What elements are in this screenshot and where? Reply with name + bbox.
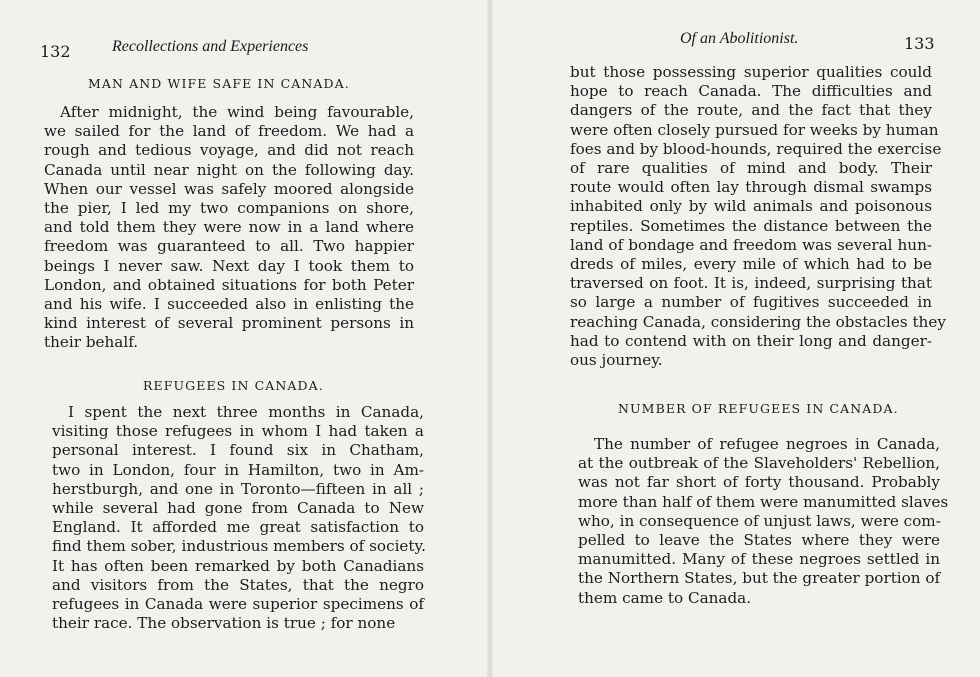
- text-line: but those possessing superior qualities could: [570, 63, 932, 81]
- text-line: refugees in Canada were superior specimens of: [52, 595, 424, 614]
- text-line: Canada until near night on the following day.: [44, 160, 414, 179]
- text-line: visiting those refugees in whom I had taken a: [52, 422, 424, 441]
- text-line: ous journey.: [570, 351, 663, 370]
- text-line: After midnight, the wind being favourable,: [60, 103, 414, 121]
- text-line: had to contend with on their long and danger-: [570, 331, 932, 350]
- text-line: manumitted. Many of these negroes settled in: [578, 550, 940, 569]
- text-line: freedom was guaranteed to all. Two happier: [44, 237, 414, 256]
- text-line: we sailed for the land of freedom. We had a: [44, 122, 414, 141]
- text-line: of rare qualities of mind and body. Their: [570, 159, 932, 178]
- text-line: reaching Canada, considering the obstacles they: [570, 312, 946, 331]
- text-line: the Northern States, but the greater portion of: [578, 569, 941, 588]
- text-line: find them sober, industrious members of society.: [52, 537, 426, 556]
- text-line: personal interest. I found six in Chatham,: [52, 441, 424, 460]
- text-line: so large a number of fugitives succeeded in: [570, 293, 932, 312]
- page-number: 132: [40, 42, 71, 61]
- running-title: Of an Abolitionist.: [680, 30, 799, 47]
- text-line: land of bondage and freedom was several hun-: [570, 235, 932, 254]
- text-line: kind interest of several prominent persons in: [44, 314, 414, 333]
- text-line: foes and by blood-hounds, required the exercise: [570, 139, 942, 158]
- text-line: them came to Canada.: [578, 588, 752, 607]
- paragraph: [578, 435, 949, 608]
- text-line: their race. The observation is true ; for none: [52, 614, 396, 633]
- text-line: at the outbreak of the Slaveholders' Rebellion,: [578, 454, 940, 473]
- paragraph: [44, 103, 414, 353]
- text-line: who, in consequence of unjust laws, were com-: [578, 511, 941, 530]
- page-number: 133: [904, 34, 935, 53]
- text-line: were often closely pursued for weeks by human: [570, 120, 939, 139]
- text-line: and told them they were now in a land where: [44, 218, 414, 237]
- text-line: hope to reach Canada. The difficulties and: [570, 82, 932, 101]
- text-line: reptiles. Sometimes the distance between the: [570, 216, 932, 235]
- text-line: The number of refugee negroes in Canada,: [594, 435, 940, 453]
- section-heading: REFUGEES IN CANADA.: [143, 378, 324, 393]
- paragraph: [52, 403, 424, 633]
- text-line: England. It afforded me great satisfaction to: [52, 518, 424, 537]
- text-line: their behalf.: [44, 333, 139, 352]
- text-line: the pier, I led my two companions on shore,: [44, 199, 414, 218]
- text-line: traversed on foot. It is, indeed, surprising that: [570, 274, 932, 293]
- paragraph: [570, 63, 946, 370]
- text-line: was not far short of forty thousand. Probably: [578, 473, 940, 492]
- text-line: It has often been remarked by both Canadians: [52, 556, 424, 575]
- section-heading: NUMBER OF REFUGEES IN CANADA.: [618, 401, 899, 416]
- text-line: rough and tedious voyage, and did not reach: [44, 141, 414, 160]
- text-line: dreds of miles, every mile of which had to be: [570, 255, 932, 274]
- text-line: and visitors from the States, that the negro: [52, 575, 424, 594]
- text-line: pelled to leave the States where they were: [578, 531, 940, 550]
- text-line: beings I never saw. Next day I took them to: [44, 256, 414, 275]
- text-line: I spent the next three months in Canada,: [68, 403, 424, 421]
- text-line: and his wife. I succeeded also in enlisting the: [44, 295, 414, 314]
- text-line: two in London, four in Hamilton, two in Am-: [52, 460, 424, 479]
- section-heading: MAN AND WIFE SAFE IN CANADA.: [88, 76, 350, 91]
- text-line: dangers of the route, and the fact that they: [570, 101, 932, 120]
- running-title: Recollections and Experiences: [112, 38, 309, 55]
- right-page: [490, 0, 980, 677]
- text-line: herstburgh, and one in Toronto—fifteen in all ;: [52, 479, 424, 498]
- text-line: route would often lay through dismal swamps: [570, 178, 932, 197]
- text-line: When our vessel was safely moored alongside: [44, 179, 414, 198]
- text-line: more than half of them were manumitted slaves: [578, 492, 949, 511]
- text-line: London, and obtained situations for both Peter: [44, 275, 414, 294]
- text-line: while several had gone from Canada to New: [52, 499, 424, 518]
- text-line: inhabited only by wild animals and poisonous: [570, 197, 932, 216]
